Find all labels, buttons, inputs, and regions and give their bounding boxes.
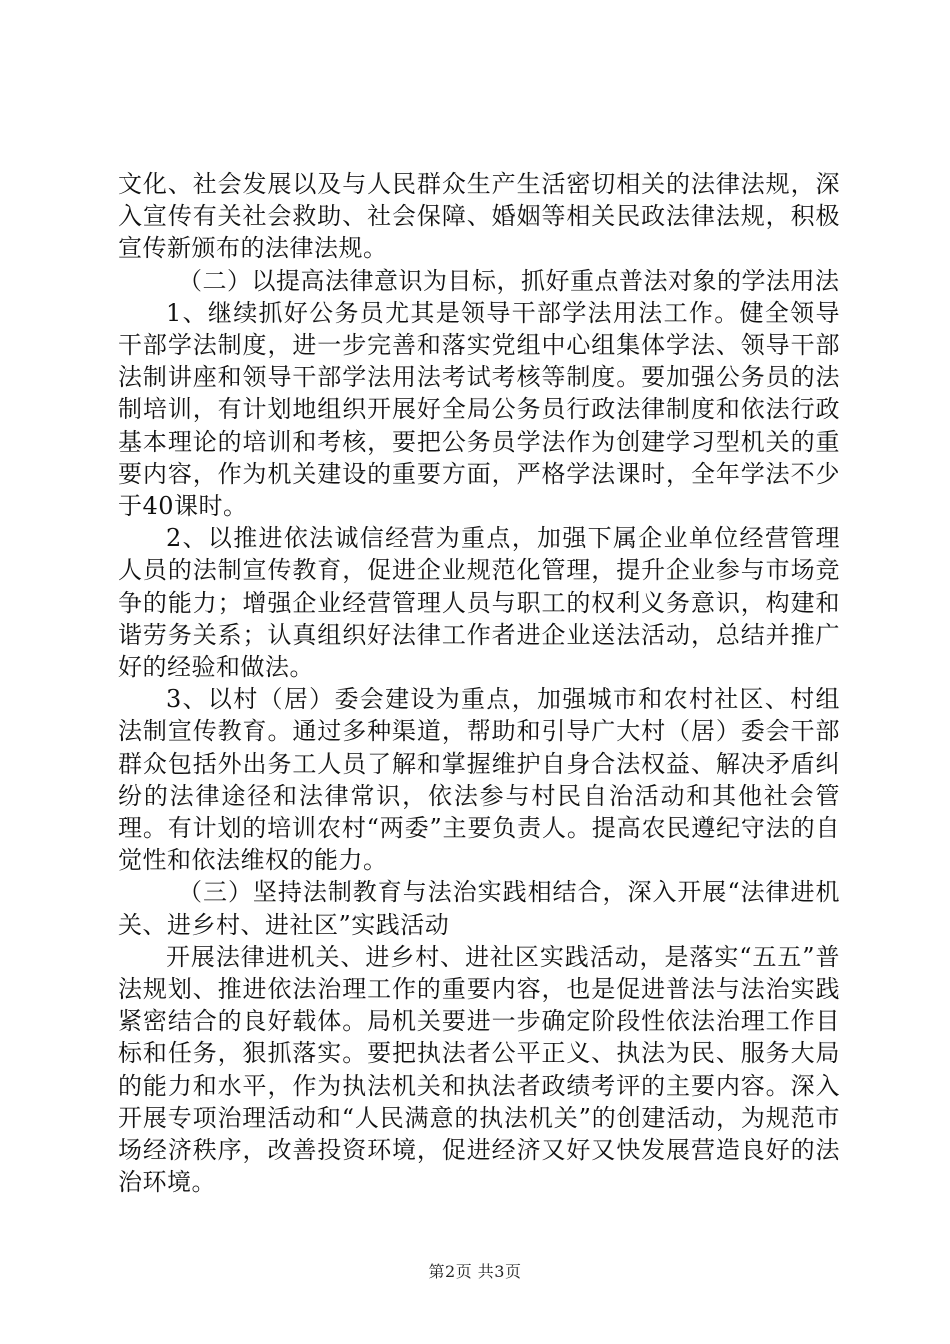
paragraph-item-1: 1、继续抓好公务员尤其是领导干部学法用法工作。健全领导干部学法制度，进一步完善和落实党组中心组集体学法、领导干部法制讲座和领导干部学法用法考试考核等制度。要加强公务员的法制培训，有计划地组织开展好全局公务员行政法律制度和依法行政基本理论的培训和考核，要把公务员学法作为创建学习型机关的重要内容，作为机关建设的重要方面，严格学法课时，全年学法不少于40课时。 xyxy=(118,298,840,521)
paragraph-continuation: 文化、社会发展以及与人民群众生产生活密切相关的法律法规，深入宣传有关社会救助、社会保障、婚姻等相关民政法律法规，积极宣传新颁布的法律法规。 xyxy=(118,170,840,263)
heading-section-2: （二）以提高法律意识为目标，抓好重点普法对象的学法用法 xyxy=(178,266,840,295)
page-number-footer: 第2页 共3页 xyxy=(428,1262,522,1281)
paragraph-item-3: 3、以村（居）委会建设为重点，加强城市和农村社区、村组法制宣传教育。通过多种渠道，帮助和引导广大村（居）委会干部群众包括外出务工人员了解和掌握维护自身合法权益、解决矛盾纠纷的法律途径和法律常识，依法参与村民自治活动和其他社会管理。有计划的培训农村“两委”主要负责人。提高农民遵纪守法的自觉性和依法维权的能力。 xyxy=(118,685,840,875)
document-body xyxy=(118,168,840,1199)
paragraph-section-3-body: 开展法律进机关、进乡村、进社区实践活动，是落实“五五”普法规划、推进依法治理工作的重要内容，也是促进普法与法治实践紧密结合的良好载体。局机关要进一步确定阶段性依法治理工作目标和任务，狠抓落实。要把执法者公平正义、执法为民、服务大局的能力和水平，作为执法机关和执法者政绩考评的主要内容。深入开展专项治理活动和“人民满意的执法机关”的创建活动，为规范市场经济秩序，改善投资环境，促进经济又好又快发展营造良好的法治环境。 xyxy=(118,942,840,1197)
heading-section-3: （三）坚持法制教育与法治实践相结合，深入开展“法律进机关、进乡村、进社区”实践活动 xyxy=(118,878,840,939)
paragraph-item-2: 2、以推进依法诚信经营为重点，加强下属企业单位经营管理人员的法制宣传教育，促进企业规范化管理，提升企业参与市场竞争的能力；增强企业经营管理人员与职工的权利义务意识，构建和谐劳务关系；认真组织好法律工作者进企业送法活动，总结并推广好的经验和做法。 xyxy=(118,524,840,682)
